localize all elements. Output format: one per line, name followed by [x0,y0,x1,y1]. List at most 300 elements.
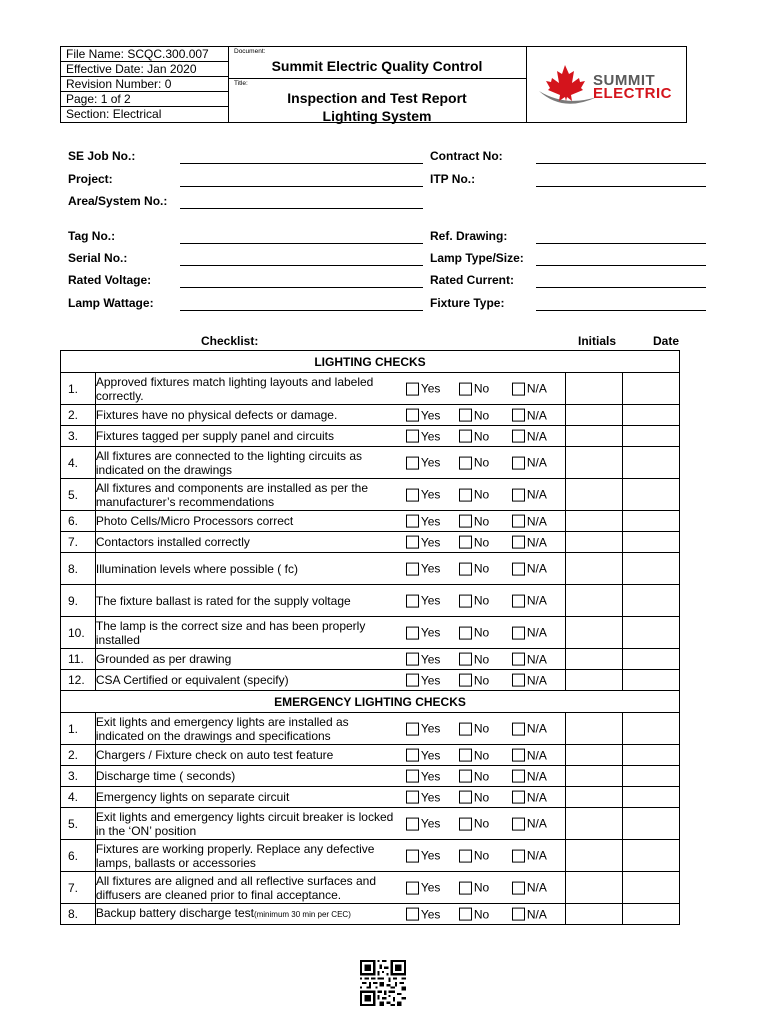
no-label: No [473,535,490,550]
item-description-cell [95,585,565,617]
option-no [459,593,508,608]
item-text: CSA Certified or equivalent (specify) [95,673,289,688]
na-label: N/A [526,652,547,667]
no-label: No [473,487,490,502]
answer-options [406,535,551,550]
input-lamp-type-size[interactable] [536,265,706,266]
answer-options [406,652,551,667]
table-row [61,787,680,808]
yes-checkbox[interactable] [406,382,419,395]
document-meta [61,47,229,122]
table-row [61,405,680,426]
option-yes [406,514,455,529]
label-area-system-no: Area/System No.: [68,194,168,208]
na-checkbox[interactable] [512,749,525,762]
option-yes [406,625,455,640]
table-row [61,840,680,872]
option-na [512,816,547,831]
date-cell[interactable] [622,808,679,840]
report-title-line1: Inspection and Test Report [287,90,467,106]
item-number: 6. [61,840,96,872]
answer-options [406,721,551,736]
yes-label: Yes [420,593,441,608]
input-serial-no[interactable] [180,265,423,266]
option-no [459,880,508,895]
option-na [512,625,547,640]
input-project[interactable] [180,186,423,187]
yes-checkbox[interactable] [406,749,419,762]
option-na [512,748,547,763]
yes-label: Yes [420,907,441,922]
input-rated-current[interactable] [536,287,706,288]
no-checkbox[interactable] [459,722,472,735]
report-title [228,89,526,125]
no-checkbox[interactable] [459,430,472,443]
item-description-cell [95,670,565,691]
input-area-system-no[interactable] [180,208,423,209]
document-title: Summit Electric Quality Control [271,58,483,74]
initials-cell[interactable] [565,373,622,405]
no-label: No [473,748,490,763]
date-cell[interactable] [622,904,679,925]
answer-options [406,769,551,784]
option-na [512,455,547,470]
item-text: Fixtures tagged per supply panel and circuits [95,429,334,444]
option-na [512,561,547,576]
no-label: No [473,381,490,396]
date-cell[interactable] [622,872,679,904]
initials-cell[interactable] [565,405,622,426]
option-yes [406,721,455,736]
item-number: 4. [61,787,96,808]
na-label: N/A [526,907,547,922]
yes-checkbox[interactable] [406,674,419,687]
option-no [459,790,508,805]
label-serial-no: Serial No.: [68,251,128,265]
item-description [96,842,396,870]
date-cell[interactable] [622,532,679,553]
label-rated-current: Rated Current: [430,273,515,287]
item-description-cell [95,532,565,553]
option-yes [406,652,455,667]
item-description-cell [95,840,565,872]
option-yes [406,769,455,784]
no-label: No [473,816,490,831]
no-label: No [473,429,490,444]
item-description-cell [95,766,565,787]
yes-label: Yes [420,487,441,502]
date-cell[interactable] [622,745,679,766]
initials-cell[interactable] [565,904,622,925]
yes-label: Yes [420,721,441,736]
yes-checkbox[interactable] [406,770,419,783]
option-no [459,561,508,576]
no-checkbox[interactable] [459,908,472,921]
label-lamp-wattage: Lamp Wattage: [68,296,154,310]
item-text: Fixtures have no physical defects or damage. [95,408,338,423]
no-checkbox[interactable] [459,849,472,862]
yes-checkbox[interactable] [406,722,419,735]
na-label: N/A [526,561,547,576]
no-checkbox[interactable] [459,562,472,575]
logo-word-electric: ELECTRIC [593,85,672,102]
no-label: No [473,769,490,784]
option-na [512,673,547,688]
date-cell[interactable] [622,787,679,808]
option-no [459,816,508,831]
item-description [96,769,396,783]
option-na [512,429,547,444]
item-text: The lamp is the correct size and has been properly installed [95,618,366,647]
yes-checkbox[interactable] [406,653,419,666]
no-checkbox[interactable] [459,456,472,469]
input-fixture-type[interactable] [536,310,706,311]
option-yes [406,880,455,895]
yes-checkbox[interactable] [406,430,419,443]
yes-checkbox[interactable] [406,488,419,501]
table-row [61,766,680,787]
yes-checkbox[interactable] [406,849,419,862]
answer-options [406,408,551,423]
date-cell[interactable] [622,426,679,447]
date-cell[interactable] [622,585,679,617]
meta-file-name: File Name: SCQC.300.007 [61,47,228,62]
no-checkbox[interactable] [459,409,472,422]
item-description [96,906,396,922]
no-label: No [473,721,490,736]
item-number: 4. [61,447,96,479]
initials-cell[interactable] [565,532,622,553]
label-lamp-type-size: Lamp Type/Size: [430,251,524,265]
initials-cell[interactable] [565,479,622,511]
option-no [459,673,508,688]
item-number: 6. [61,511,96,532]
option-na [512,848,547,863]
label-fixture-type: Fixture Type: [430,296,505,310]
item-description [96,790,396,804]
yes-checkbox[interactable] [406,562,419,575]
answer-options [406,816,551,831]
item-description-cell [95,713,565,745]
item-description-cell [95,617,565,649]
item-description [96,594,396,608]
option-na [512,769,547,784]
date-cell[interactable] [622,511,679,532]
option-na [512,487,547,502]
table-row [61,447,680,479]
date-cell[interactable] [622,649,679,670]
item-text: Chargers / Fixture check on auto test feature [95,748,334,763]
yes-label: Yes [420,514,441,529]
yes-checkbox[interactable] [406,817,419,830]
yes-label: Yes [420,455,441,470]
yes-checkbox[interactable] [406,409,419,422]
no-checkbox[interactable] [459,626,472,639]
item-description-cell [95,426,565,447]
checklist-table [60,350,680,925]
meta-page: Page: 1 of 2 [61,92,228,107]
input-contract-no[interactable] [536,163,706,164]
yes-checkbox[interactable] [406,791,419,804]
yes-checkbox[interactable] [406,515,419,528]
table-row [61,808,680,840]
answer-options [406,673,551,688]
input-lamp-wattage[interactable] [180,310,423,311]
na-label: N/A [526,514,547,529]
date-cell[interactable] [622,766,679,787]
no-checkbox[interactable] [459,382,472,395]
na-checkbox[interactable] [512,674,525,687]
option-na [512,652,547,667]
option-yes [406,381,455,396]
initials-cell[interactable] [565,840,622,872]
item-description [96,429,396,443]
table-row [61,426,680,447]
initials-cell[interactable] [565,447,622,479]
na-checkbox[interactable] [512,536,525,549]
initials-cell[interactable] [565,808,622,840]
na-checkbox[interactable] [512,430,525,443]
initials-heading: Initials [578,334,617,348]
option-no [459,408,508,423]
item-description [96,535,396,549]
item-description [96,652,396,666]
answer-options [406,487,551,502]
table-row [61,904,680,925]
na-checkbox[interactable] [512,770,525,783]
date-cell[interactable] [622,617,679,649]
input-rated-voltage[interactable] [180,287,423,288]
na-checkbox[interactable] [512,626,525,639]
yes-label: Yes [420,381,441,396]
item-number: 1. [61,713,96,745]
logo-wordmark [593,74,672,100]
option-yes [406,907,455,922]
section-header-row [61,691,680,713]
na-checkbox[interactable] [512,653,525,666]
no-label: No [473,848,490,863]
date-cell[interactable] [622,670,679,691]
date-cell[interactable] [622,447,679,479]
initials-cell[interactable] [565,787,622,808]
item-number: 5. [61,808,96,840]
initials-cell[interactable] [565,617,622,649]
no-label: No [473,652,490,667]
item-text: Approved fixtures match lighting layouts and labeled correctly. [95,374,374,403]
answer-options [406,880,551,895]
item-number: 10. [61,617,96,649]
label-se-job-no: SE Job No.: [68,149,136,163]
table-row [61,713,680,745]
yes-label: Yes [420,769,441,784]
na-label: N/A [526,625,547,640]
item-description [96,673,396,687]
item-number: 2. [61,405,96,426]
na-checkbox[interactable] [512,817,525,830]
item-description-cell [95,745,565,766]
na-label: N/A [526,429,547,444]
answer-options [406,848,551,863]
date-cell[interactable] [622,840,679,872]
option-yes [406,593,455,608]
option-na [512,514,547,529]
input-ref-drawing[interactable] [536,243,706,244]
option-yes [406,455,455,470]
option-yes [406,561,455,576]
item-text: Grounded as per drawing [95,652,232,667]
no-checkbox[interactable] [459,674,472,687]
option-yes [406,408,455,423]
item-description [96,810,396,838]
yes-label: Yes [420,880,441,895]
item-number: 9. [61,585,96,617]
initials-cell[interactable] [565,670,622,691]
no-checkbox[interactable] [459,594,472,607]
item-text: Discharge time ( seconds) [95,769,236,784]
yes-checkbox[interactable] [406,594,419,607]
date-cell[interactable] [622,479,679,511]
na-label: N/A [526,848,547,863]
item-number: 8. [61,904,96,925]
item-text: Backup battery discharge test [95,906,254,920]
item-text: All fixtures are aligned and all reflective surfaces and diffusers are cleaned prior to final acceptance. [95,873,377,902]
na-checkbox[interactable] [512,409,525,422]
answer-options [406,593,551,608]
option-no [459,652,508,667]
table-row [61,479,680,511]
initials-cell[interactable] [565,766,622,787]
document-label: Document: [234,48,266,55]
logo-word-summit: SUMMIT [593,72,656,89]
item-description-cell [95,808,565,840]
item-description-cell [95,405,565,426]
item-text: Exit lights and emergency lights are installed as indicated on the drawings and specifications [95,714,349,743]
initials-cell[interactable] [565,511,622,532]
yes-label: Yes [420,848,441,863]
no-checkbox[interactable] [459,536,472,549]
yes-checkbox[interactable] [406,626,419,639]
yes-label: Yes [420,790,441,805]
option-na [512,880,547,895]
initials-cell[interactable] [565,585,622,617]
option-yes [406,487,455,502]
na-checkbox[interactable] [512,594,525,607]
option-na [512,790,547,805]
na-checkbox[interactable] [512,562,525,575]
no-checkbox[interactable] [459,881,472,894]
na-checkbox[interactable] [512,881,525,894]
option-yes [406,429,455,444]
na-checkbox[interactable] [512,515,525,528]
checklist-heading: Checklist: [201,334,259,348]
yes-label: Yes [420,652,441,667]
item-number: 5. [61,479,96,511]
meta-revision: Revision Number: 0 [61,77,228,92]
na-label: N/A [526,748,547,763]
item-description [96,874,396,902]
option-yes [406,848,455,863]
meta-section: Section: Electrical [66,107,162,121]
option-yes [406,748,455,763]
initials-cell[interactable] [565,426,622,447]
na-checkbox[interactable] [512,488,525,501]
item-description [96,748,396,762]
no-checkbox[interactable] [459,749,472,762]
na-label: N/A [526,816,547,831]
initials-cell[interactable] [565,649,622,670]
table-row [61,532,680,553]
yes-label: Yes [420,748,441,763]
no-checkbox[interactable] [459,817,472,830]
initials-cell[interactable] [565,553,622,585]
document-header [60,46,687,123]
initials-cell[interactable] [565,713,622,745]
option-no [459,625,508,640]
no-label: No [473,625,490,640]
item-number: 7. [61,872,96,904]
table-row [61,511,680,532]
no-label: No [473,455,490,470]
date-cell[interactable] [622,553,679,585]
table-row [61,649,680,670]
yes-label: Yes [420,408,441,423]
na-checkbox[interactable] [512,722,525,735]
no-checkbox[interactable] [459,770,472,783]
input-se-job-no[interactable] [180,163,423,164]
yes-label: Yes [420,816,441,831]
na-checkbox[interactable] [512,908,525,921]
option-no [459,748,508,763]
item-text: The fixture ballast is rated for the supply voltage [95,593,351,608]
item-text: Emergency lights on separate circuit [95,790,290,805]
option-na [512,907,547,922]
initials-cell[interactable] [565,745,622,766]
item-description [96,408,396,422]
initials-cell[interactable] [565,872,622,904]
option-na [512,593,547,608]
qr-code-icon [360,960,406,1006]
no-checkbox[interactable] [459,791,472,804]
yes-checkbox[interactable] [406,536,419,549]
input-tag-no[interactable] [180,243,423,244]
no-checkbox[interactable] [459,515,472,528]
date-cell[interactable] [622,373,679,405]
na-checkbox[interactable] [512,456,525,469]
yes-checkbox[interactable] [406,456,419,469]
table-row [61,617,680,649]
answer-options [406,790,551,805]
input-itp-no[interactable] [536,186,706,187]
no-checkbox[interactable] [459,653,472,666]
item-text: Contactors installed correctly [95,535,250,550]
item-description [96,514,396,528]
yes-label: Yes [420,429,441,444]
na-label: N/A [526,593,547,608]
answer-options [406,625,551,640]
answer-options [406,907,551,922]
yes-checkbox[interactable] [406,908,419,921]
date-cell[interactable] [622,405,679,426]
option-na [512,408,547,423]
date-cell[interactable] [622,713,679,745]
yes-checkbox[interactable] [406,881,419,894]
answer-options [406,748,551,763]
na-checkbox[interactable] [512,382,525,395]
na-checkbox[interactable] [512,791,525,804]
na-checkbox[interactable] [512,849,525,862]
no-checkbox[interactable] [459,488,472,501]
section-title: LIGHTING CHECKS [61,351,680,373]
